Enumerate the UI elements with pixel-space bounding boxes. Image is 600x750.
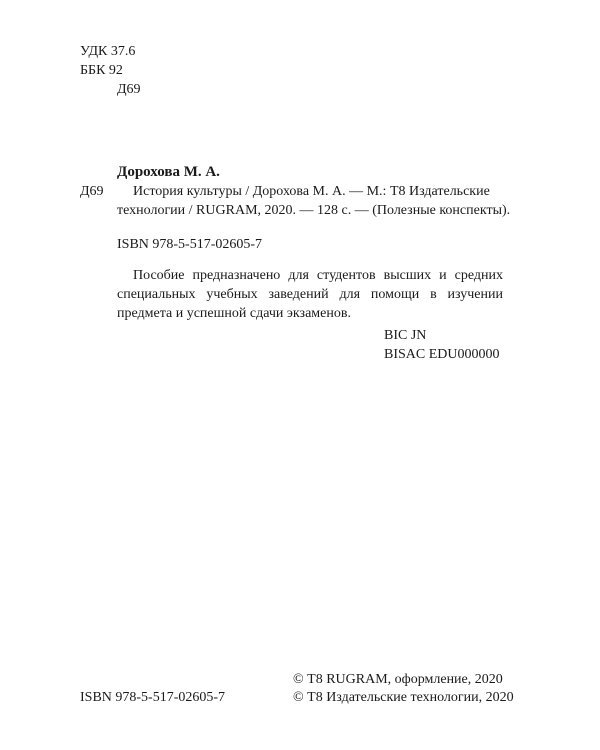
isbn-top: ISBN 978-5-517-02605-7 (117, 237, 263, 252)
isbn-bottom: ISBN 978-5-517-02605-7 (80, 690, 226, 705)
bic-code: BIC JN (384, 328, 427, 343)
bibliographic-line-2: технологии / RUGRAM, 2020. — 128 с. — (Полезные конспекты). (117, 203, 511, 218)
author-sign: Д69 (80, 184, 104, 199)
author-heading: Дорохова М. А. (117, 164, 220, 180)
author-sign-top: Д69 (117, 82, 141, 97)
annotation-line-2: специальных учебных заведений для помощи в изучении (117, 287, 503, 302)
udk-code: УДК 37.6 (80, 44, 136, 59)
bbk-code: ББК 92 (80, 63, 123, 78)
bibliographic-line-1: История культуры / Дорохова М. А. — М.: Т8 Издательские (133, 184, 490, 199)
annotation (117, 266, 503, 323)
copyright-design: © Т8 RUGRAM, оформление, 2020 (293, 672, 503, 687)
annotation-line-1: Пособие предназначено для студентов высших и средних (133, 268, 503, 283)
bisac-code: BISAC EDU000000 (384, 347, 500, 362)
copyright-publisher: © Т8 Издательские технологии, 2020 (293, 690, 514, 705)
annotation-line-3: предмета и успешной сдачи экзаменов. (117, 306, 351, 321)
